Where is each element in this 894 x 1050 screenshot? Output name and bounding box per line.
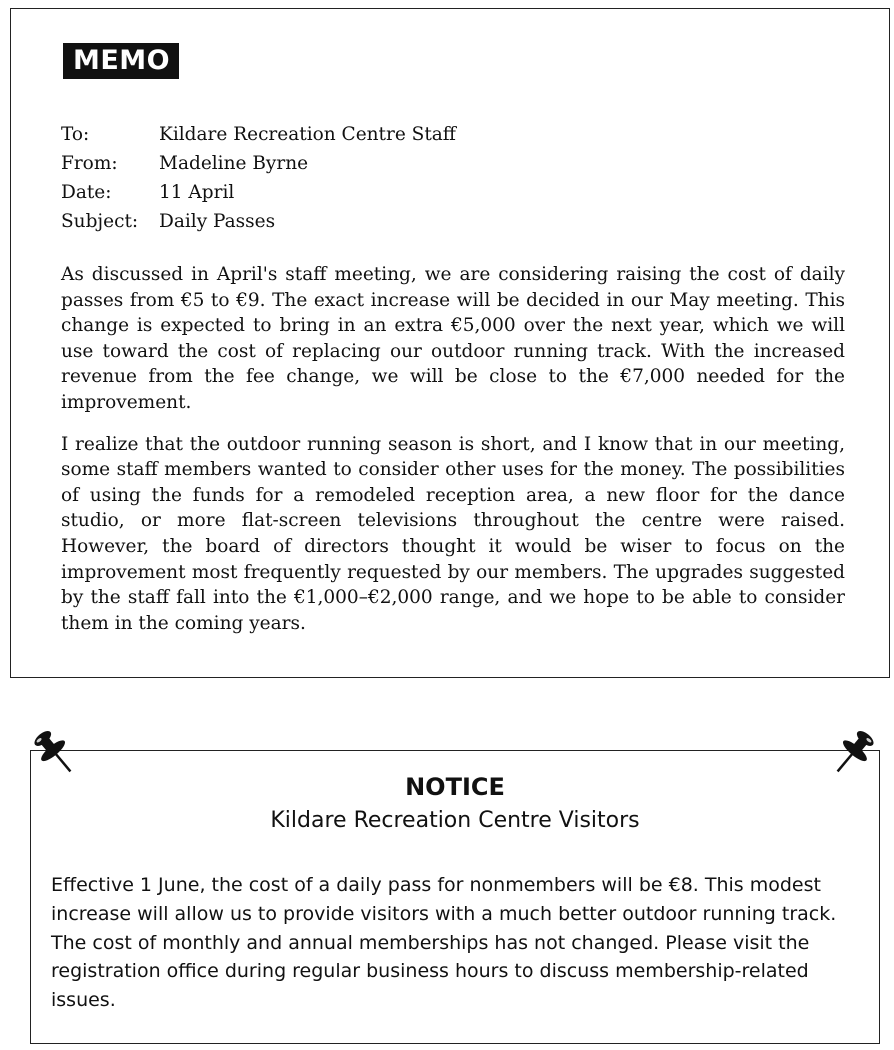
memo-date-label: Date: — [61, 182, 112, 203]
memo-date-value: 11 April — [159, 182, 235, 203]
memo-date-row — [61, 178, 456, 207]
memo-paragraph-2: I realize that the outdoor running season is short, and I know that in our meeting, some staff members wanted to consider other uses for the money. The possibilities of using the funds for a remodeled reception area, a new floor for the dance studio, or more flat-screen televisions throughout the centre were raised. However, the board of directors thought it would be wiser to focus on the improvement most frequently requested by our members. The upgrades suggested by the staff fall into the €1,000–€2,000 range, and we hope to be able to consider them in the coming years. — [61, 433, 845, 634]
memo-from-row — [61, 149, 456, 178]
memo-header — [61, 120, 456, 236]
memo-to-row — [61, 120, 456, 149]
memo-to-value: Kildare Recreation Centre Staff — [159, 124, 456, 145]
memo-to-label: To: — [61, 124, 90, 145]
memo-subject-row — [61, 207, 456, 236]
memo-badge: MEMO — [63, 43, 179, 79]
memo-subject-label: Subject: — [61, 211, 139, 232]
notice-subtitle: Kildare Recreation Centre Visitors — [270, 808, 640, 833]
memo-from-value: Madeline Byrne — [159, 153, 309, 174]
memo-subject-value: Daily Passes — [159, 211, 276, 232]
notice-title: NOTICE — [405, 773, 505, 801]
memo-paragraph-1: As discussed in April's staff meeting, we are considering raising the cost of daily passes from €5 to €9. The exact increase will be decided in our May meeting. This change is expected to bring in an extra €5,000 over the next year, which we will use toward the cost of replacing our outdoor running track. With the increased revenue from the fee change, we will be close to the €7,000 needed for the improvement. — [61, 264, 845, 413]
notice-body: Effective 1 June, the cost of a daily pass for nonmembers will be €8. This modest increase will allow us to provide visitors with a much better outdoor running track. The cost of monthly and annual memberships has not changed. Please visit the registration office during regular business hours to discuss membership-related issues. — [51, 874, 837, 1012]
memo-box — [10, 8, 890, 678]
memo-body — [61, 262, 845, 652]
memo-from-label: From: — [61, 153, 118, 174]
notice-box — [30, 750, 880, 1044]
